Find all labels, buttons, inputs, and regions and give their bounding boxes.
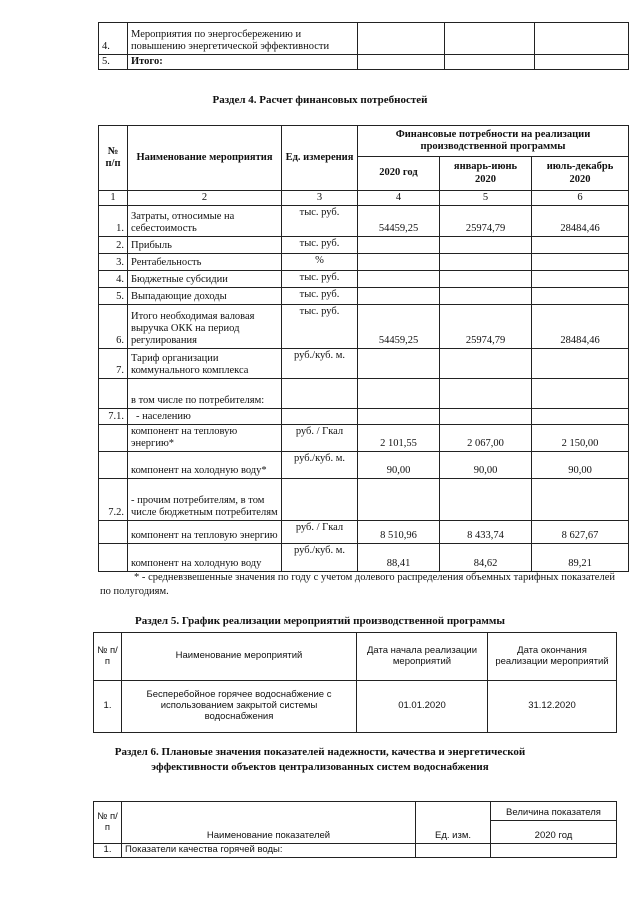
row-start: 01.01.2020 (357, 681, 488, 733)
row-name: Рентабельность (128, 254, 282, 271)
value-h1: 84,62 (440, 544, 532, 572)
header-value-group: Величина показателя (491, 802, 617, 821)
header-unit: Ед. измерения (282, 126, 358, 191)
table-row (99, 55, 629, 70)
row-unit: руб. / Гкал (282, 425, 358, 452)
row-name: в том числе по потребителям: (128, 379, 282, 409)
index-cell: 6 (532, 191, 629, 206)
table-row (94, 844, 617, 858)
row-name: компонент на тепловую энергию (128, 521, 282, 544)
row-name: - населению (128, 409, 282, 425)
value-2020 (358, 379, 440, 409)
index-cell: 3 (282, 191, 358, 206)
row-unit: тыс. руб. (282, 237, 358, 254)
row-number: 5. (99, 55, 128, 70)
row-number: 7. (99, 349, 128, 379)
schedule-table (93, 632, 617, 733)
value-h1 (440, 254, 532, 271)
value-h2: 28484,46 (532, 305, 629, 349)
value-h2: 8 627,67 (532, 521, 629, 544)
value-h2 (532, 237, 629, 254)
row-unit (282, 409, 358, 425)
value-2020: 54459,25 (358, 305, 440, 349)
value-h2 (532, 409, 629, 425)
value-h2: 28484,46 (532, 206, 629, 237)
footnote: * - средневзвешенные значения по году с учетом долевого распределения объемных тарифных показателей по полугодиям. (100, 572, 615, 598)
row-number: 1. (99, 206, 128, 237)
row-name: Бесперебойное горячее водоснабжение с использованием закрытой системы водоснабжения (122, 681, 357, 733)
row-unit: руб./куб. м. (282, 349, 358, 379)
table-row (99, 237, 629, 254)
value-2020: 8 510,96 (358, 521, 440, 544)
value-2020 (358, 479, 440, 521)
header-h2: июль-декабрь 2020 (532, 157, 629, 191)
table-row (99, 379, 629, 409)
row-unit: руб. / Гкал (282, 521, 358, 544)
value-2020 (358, 409, 440, 425)
row-name: Тариф организации коммунального комплекса (128, 349, 282, 379)
row-text: Мероприятия по энергосбережению и повышению энергетической эффективности (128, 23, 358, 55)
value-2020: 54459,25 (358, 206, 440, 237)
row-name: Бюджетные субсидии (128, 271, 282, 288)
header-name: Наименование мероприятия (128, 126, 282, 191)
table-row (99, 479, 629, 521)
value-h1: 8 433,74 (440, 521, 532, 544)
value-h1 (440, 271, 532, 288)
row-unit: тыс. руб. (282, 288, 358, 305)
value-h2 (532, 271, 629, 288)
value-2020: 88,41 (358, 544, 440, 572)
table-row (99, 544, 629, 572)
row-unit (282, 379, 358, 409)
value-2020 (358, 271, 440, 288)
row-number (99, 544, 128, 572)
value-2020 (358, 349, 440, 379)
header-end: Дата окончания реализации мероприятий (488, 633, 617, 681)
row-number: 6. (99, 305, 128, 349)
row-name: компонент на тепловую энергию* (128, 425, 282, 452)
index-cell: 4 (358, 191, 440, 206)
header-num: № п/п (94, 633, 122, 681)
row-number: 3. (99, 254, 128, 271)
section4-title: Раздел 4. Расчет финансовых потребностей (212, 94, 428, 106)
value-h2 (532, 349, 629, 379)
row-number: 5. (99, 288, 128, 305)
row-end: 31.12.2020 (488, 681, 617, 733)
header-name: Наименование мероприятий (122, 633, 357, 681)
row-number: 7.2. (99, 479, 128, 521)
row-name: Затраты, относимые на себестоимость (128, 206, 282, 237)
section6-title-line2: эффективности объектов централизованных систем водоснабжения (151, 761, 489, 773)
row-unit: тыс. руб. (282, 271, 358, 288)
index-cell: 2 (128, 191, 282, 206)
table-row (99, 206, 629, 237)
row-text: Итого: (128, 55, 358, 70)
value-h1 (440, 237, 532, 254)
value-h2: 89,21 (532, 544, 629, 572)
indicators-table (93, 801, 617, 858)
header-num: № п/п (99, 126, 128, 191)
table-row (99, 521, 629, 544)
value-h2 (532, 479, 629, 521)
header-h1: январь-июнь 2020 (440, 157, 532, 191)
row-number (99, 452, 128, 479)
row-number: 4. (99, 271, 128, 288)
value-2020: 90,00 (358, 452, 440, 479)
value-h2 (532, 254, 629, 271)
row-name: Итого необходимая валовая выручка ОКК на период регулирования (128, 305, 282, 349)
row-name: - прочим потребителям, в том числе бюджетным потребителям (128, 479, 282, 521)
row-number (99, 379, 128, 409)
value-h2 (532, 288, 629, 305)
row-number (99, 521, 128, 544)
value-h1 (440, 288, 532, 305)
section6-title-line1: Раздел 6. Плановые значения показателей надежности, качества и энергетической (114, 746, 526, 758)
header-unit: Ед. изм. (416, 802, 491, 844)
table-row (99, 349, 629, 379)
index-cell: 1 (99, 191, 128, 206)
value-2020: 2 101,55 (358, 425, 440, 452)
header-2020: 2020 год (358, 157, 440, 191)
value-h1: 25974,79 (440, 305, 532, 349)
index-cell: 5 (440, 191, 532, 206)
table-row (99, 305, 629, 349)
financial-needs-table (98, 125, 629, 572)
index-row (99, 191, 629, 206)
header-year: 2020 год (491, 821, 617, 844)
value-2020 (358, 288, 440, 305)
table-row (99, 288, 629, 305)
row-number: 1. (94, 844, 122, 858)
row-unit: % (282, 254, 358, 271)
row-number: 2. (99, 237, 128, 254)
value-h1 (440, 479, 532, 521)
header-group: Финансовые потребности на реализации производственной программы (358, 126, 629, 157)
value-h2: 2 150,00 (532, 425, 629, 452)
value-h1: 90,00 (440, 452, 532, 479)
value-h1 (440, 349, 532, 379)
row-name: Прибыль (128, 237, 282, 254)
value-h2: 90,00 (532, 452, 629, 479)
value-h1: 2 067,00 (440, 425, 532, 452)
row-name: Выпадающие доходы (128, 288, 282, 305)
table-row (99, 409, 629, 425)
row-name: компонент на холодную воду* (128, 452, 282, 479)
header-start: Дата начала реализации мероприятий (357, 633, 488, 681)
row-unit: руб./куб. м. (282, 544, 358, 572)
top-table (98, 22, 629, 70)
row-number (99, 425, 128, 452)
row-unit: тыс. руб. (282, 206, 358, 237)
row-name: Показатели качества горячей воды: (122, 844, 416, 858)
financial-needs-body (99, 206, 629, 572)
header-name: Наименование показателей (122, 802, 416, 844)
row-number: 1. (94, 681, 122, 733)
value-2020 (358, 254, 440, 271)
table-row (99, 23, 629, 55)
value-h2 (532, 379, 629, 409)
value-2020 (358, 237, 440, 254)
row-unit: руб./куб. м. (282, 452, 358, 479)
table-row (99, 254, 629, 271)
table-row (99, 452, 629, 479)
row-unit: тыс. руб. (282, 305, 358, 349)
table-row (99, 271, 629, 288)
header-num: № п/п (94, 802, 122, 844)
table-row (94, 681, 617, 733)
table-row (99, 425, 629, 452)
row-name: компонент на холодную воду (128, 544, 282, 572)
value-h1: 25974,79 (440, 206, 532, 237)
section5-title: Раздел 5. График реализации мероприятий производственной программы (135, 615, 505, 627)
row-number: 4. (99, 23, 128, 55)
value-h1 (440, 409, 532, 425)
value-h1 (440, 379, 532, 409)
row-unit (282, 479, 358, 521)
row-number: 7.1. (99, 409, 128, 425)
